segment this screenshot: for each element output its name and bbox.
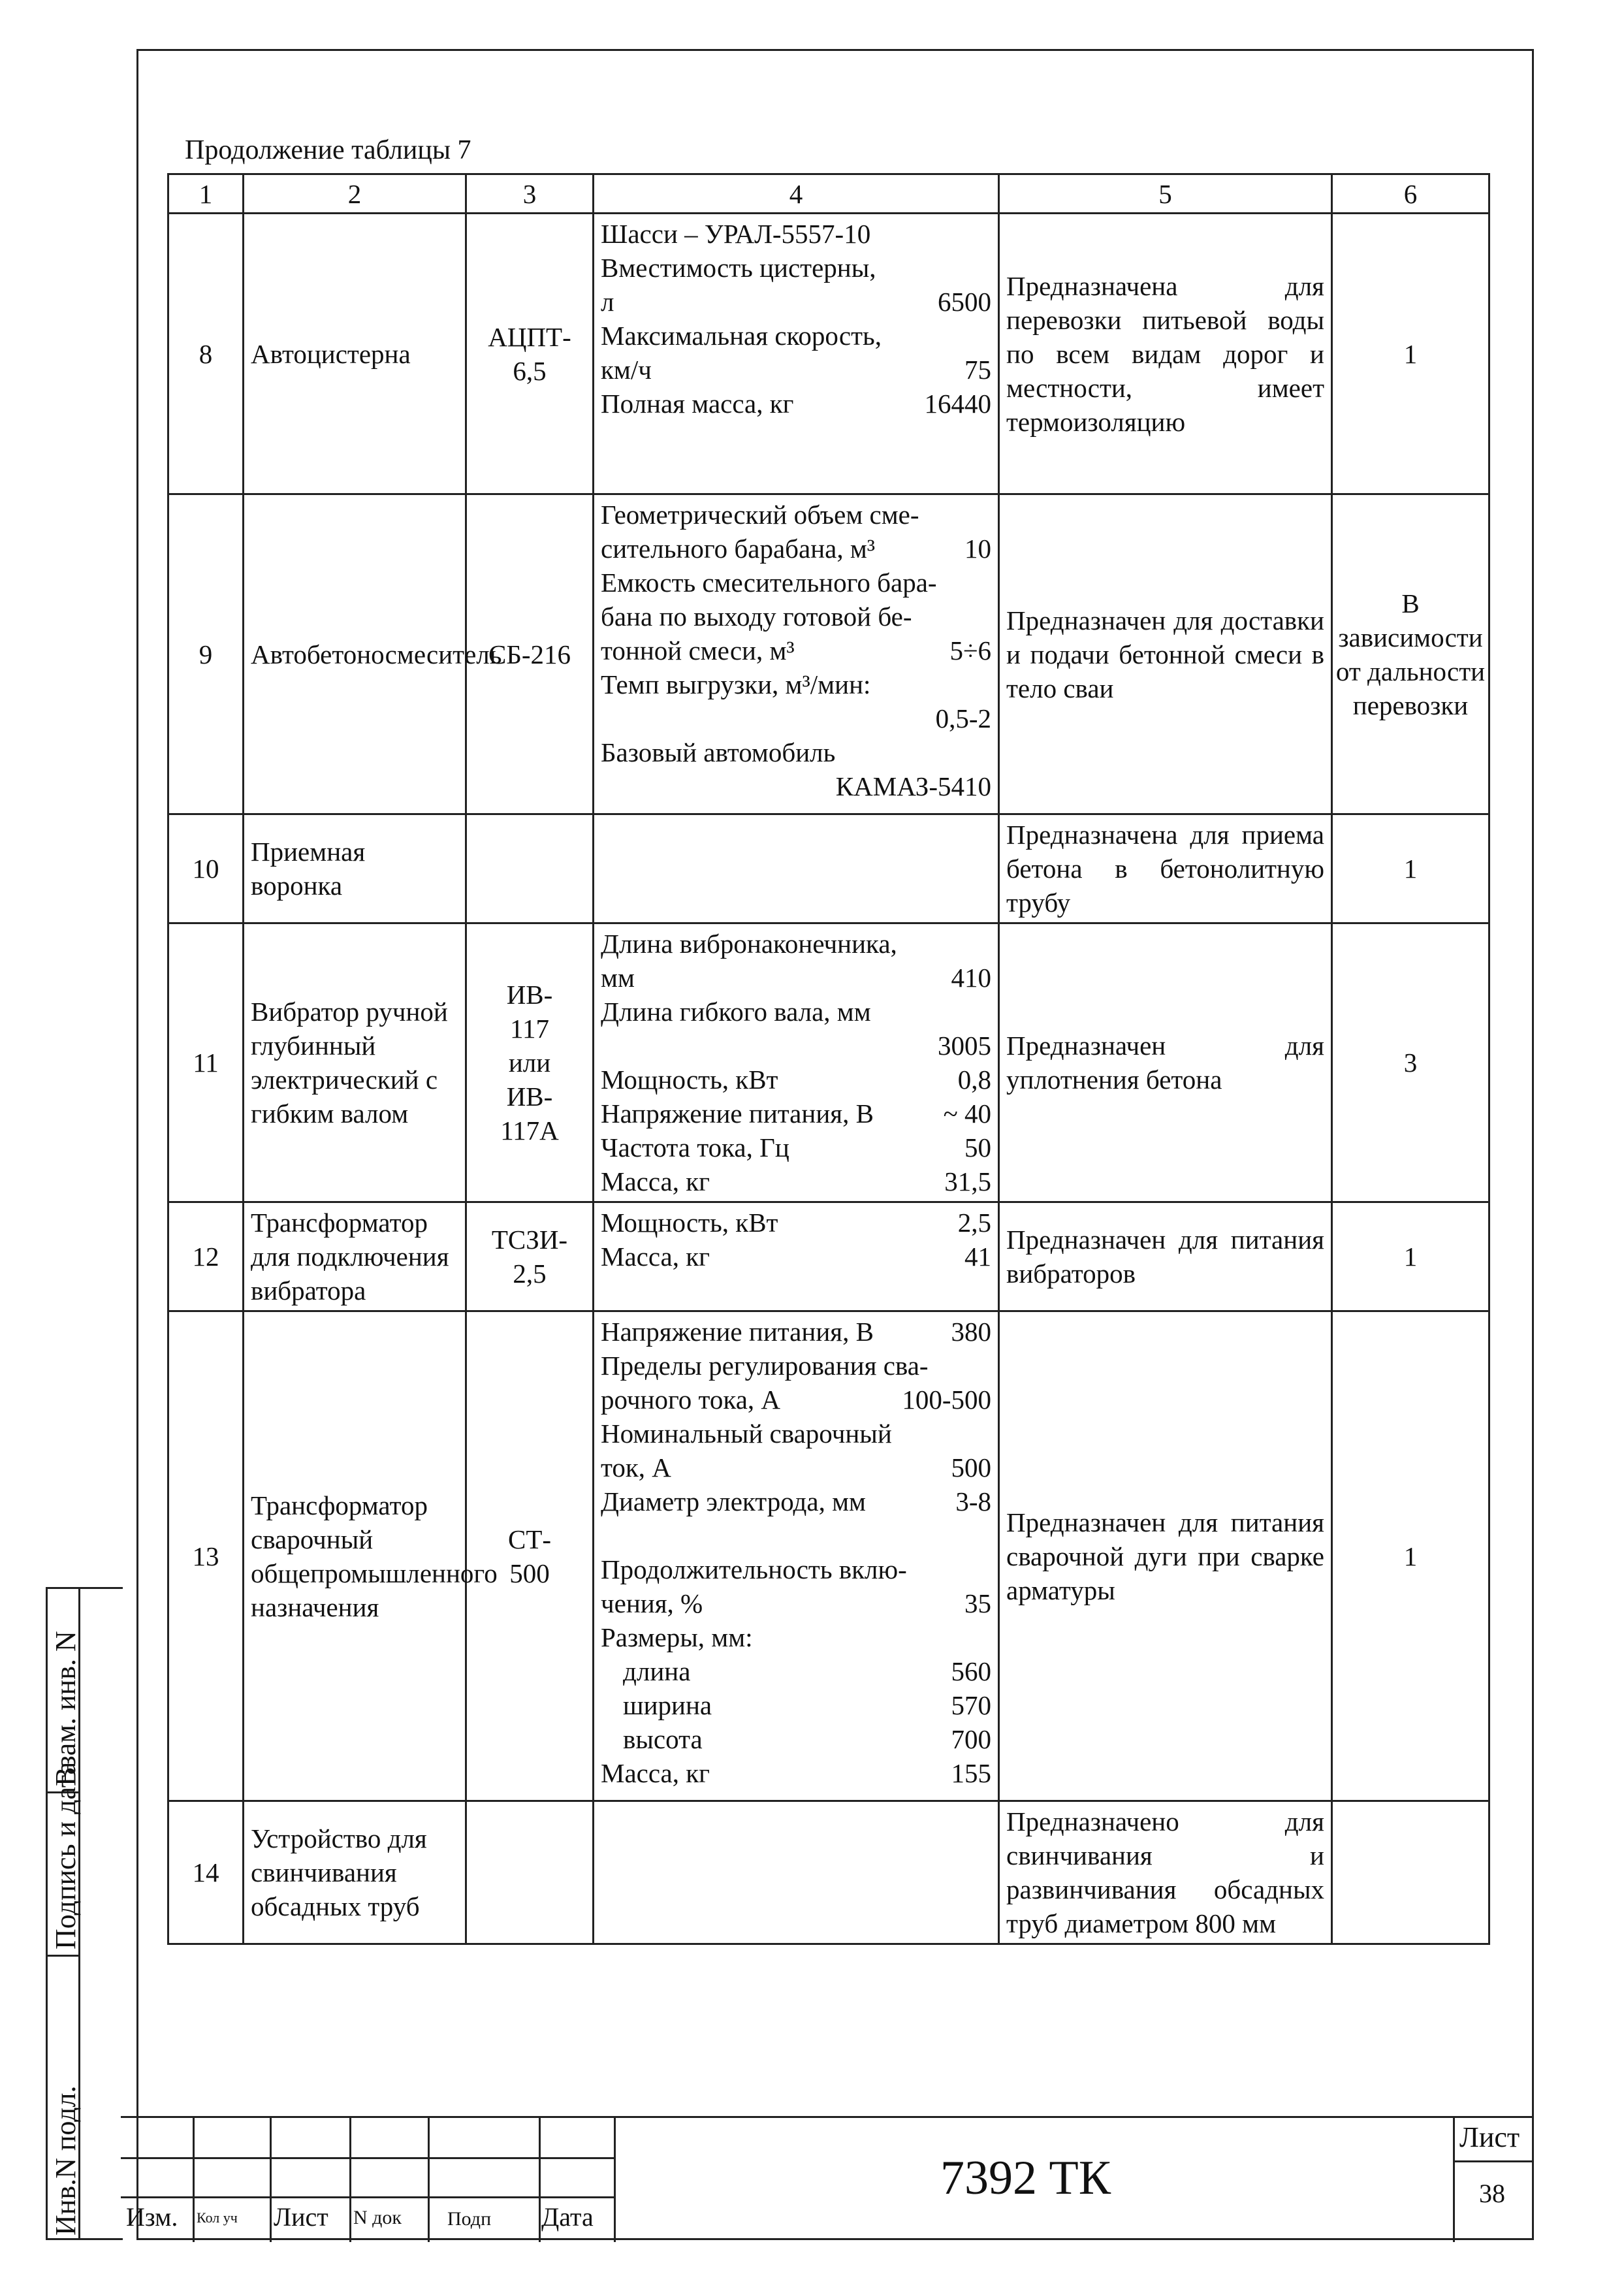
spec-value: 50 bbox=[964, 1132, 991, 1163]
spec-label: Полная масса, кг bbox=[601, 389, 794, 419]
mark-line: СТ- bbox=[507, 1524, 552, 1554]
technical-specs bbox=[594, 923, 999, 1202]
spec-line bbox=[601, 498, 991, 532]
table-header-row bbox=[168, 174, 1489, 214]
spec-line bbox=[601, 1349, 991, 1383]
spec-label: Длина гибкого вала, мм bbox=[601, 997, 871, 1027]
equipment-purpose: Предназначен для питания сварочной дуги при сварке арматуры bbox=[999, 1311, 1332, 1801]
spec-value: 560 bbox=[951, 1656, 991, 1686]
spec-line bbox=[601, 566, 991, 600]
spec-label: ширина bbox=[623, 1690, 712, 1720]
mark-line: 117А bbox=[500, 1115, 559, 1146]
spec-label: Максимальная скорость, bbox=[601, 321, 882, 351]
equipment-mark bbox=[466, 1311, 594, 1801]
spec-line bbox=[601, 995, 991, 1029]
header-cell: 3 bbox=[466, 174, 594, 214]
spec-value: 75 bbox=[964, 355, 991, 385]
equipment-purpose: Предназначен для питания вибраторов bbox=[999, 1202, 1332, 1311]
spec-label: Темп выгрузки, м³/мин: bbox=[601, 669, 871, 699]
spec-label: Продолжительность вклю- bbox=[601, 1554, 907, 1584]
spec-line bbox=[601, 319, 991, 353]
spec-label: Номинальный сварочный bbox=[601, 1419, 892, 1449]
row-number: 12 bbox=[168, 1202, 244, 1311]
mark-line: СБ-216 bbox=[488, 639, 571, 669]
spec-label: Мощность, кВт bbox=[601, 1208, 778, 1238]
spec-label: Длина вибронаконечника, bbox=[601, 929, 897, 959]
equipment-quantity: 1 bbox=[1332, 214, 1489, 494]
equipment-purpose: Предназначена для перевозки питьевой воды по всем видам дорог и местности, имеет термоизоляцию bbox=[999, 214, 1332, 494]
mark-line: 500 bbox=[509, 1558, 550, 1588]
header-cell: 4 bbox=[594, 174, 999, 214]
spec-label: Масса, кг bbox=[601, 1166, 710, 1196]
equipment-name: Устройство для свинчивания обсадных труб bbox=[244, 1801, 466, 1944]
spec-line bbox=[601, 1417, 991, 1451]
equipment-purpose: Предназначен для доставки и подачи бетонной смеси в тело сваи bbox=[999, 494, 1332, 814]
spec-value: 410 bbox=[951, 963, 991, 993]
spec-line bbox=[601, 532, 991, 566]
sheet-number: 38 bbox=[1479, 2179, 1505, 2208]
side-stamp bbox=[46, 1587, 123, 2240]
col-data: Дата bbox=[541, 2202, 594, 2232]
spec-value: 155 bbox=[951, 1758, 991, 1788]
spec-line bbox=[601, 1240, 991, 1274]
equipment-quantity: 1 bbox=[1332, 814, 1489, 923]
equipment-quantity: 1 bbox=[1332, 1202, 1489, 1311]
spec-label: тонной смеси, м³ bbox=[601, 635, 795, 665]
table-row bbox=[168, 1311, 1489, 1801]
spec-label: Диаметр электрода, мм bbox=[601, 1486, 866, 1516]
spec-line bbox=[601, 667, 991, 701]
spec-line bbox=[601, 1164, 991, 1198]
col-podp: Подп bbox=[447, 2208, 492, 2230]
equipment-quantity: В зависимости от дальности перевозки bbox=[1332, 494, 1489, 814]
equipment-purpose: Предназначен для уплотнения бетона bbox=[999, 923, 1332, 1202]
spec-line bbox=[601, 1315, 991, 1349]
spec-label: Напряжение питания, В bbox=[601, 1317, 874, 1347]
table-row bbox=[168, 1202, 1489, 1311]
header-cell: 2 bbox=[244, 174, 466, 214]
spec-label: Напряжение питания, В bbox=[601, 1098, 874, 1129]
spec-value: ~ 40 bbox=[943, 1098, 991, 1129]
technical-specs bbox=[594, 1801, 999, 1944]
spec-label: чения, % bbox=[601, 1588, 703, 1618]
spec-line bbox=[601, 600, 991, 633]
equipment-name: Автобетоносмеситель bbox=[244, 494, 466, 814]
equipment-purpose: Предназначено для свинчивания и развинчивания обсадных труб диаметром 800 мм bbox=[999, 1801, 1332, 1944]
podpis-data-label: Подпись и дата bbox=[50, 1761, 82, 1949]
spec-label: Масса, кг bbox=[601, 1242, 710, 1272]
equipment-name: Вибратор ручной глубинный электрический с гибким валом bbox=[244, 923, 466, 1202]
spec-value: 35 bbox=[964, 1588, 991, 1618]
spec-line bbox=[601, 1063, 991, 1097]
spec-value: 3005 bbox=[938, 1031, 991, 1061]
spec-label: Шасси – УРАЛ-5557-10 bbox=[601, 219, 871, 249]
mark-line: АЦПТ- bbox=[488, 321, 571, 352]
spec-label: длина bbox=[623, 1656, 691, 1686]
spec-value: 5÷6 bbox=[949, 635, 991, 665]
table-row bbox=[168, 1801, 1489, 1944]
equipment-mark bbox=[466, 214, 594, 494]
spec-label: высота bbox=[623, 1724, 703, 1754]
table-row bbox=[168, 214, 1489, 494]
equipment-table bbox=[167, 173, 1490, 1945]
spec-label: Геометрический объем сме- bbox=[601, 500, 919, 530]
title-block bbox=[121, 2116, 1534, 2240]
spec-line bbox=[601, 1552, 991, 1586]
technical-specs bbox=[594, 494, 999, 814]
equipment-quantity bbox=[1332, 1801, 1489, 1944]
spec-label: рочного тока, А bbox=[601, 1385, 781, 1415]
equipment-name: Приемная воронка bbox=[244, 814, 466, 923]
spec-line bbox=[601, 735, 991, 769]
spec-line bbox=[601, 633, 991, 667]
sheet-label: Лист bbox=[1459, 2121, 1520, 2153]
table-row bbox=[168, 814, 1489, 923]
spec-line bbox=[601, 1029, 991, 1063]
technical-specs bbox=[594, 214, 999, 494]
spec-label: л bbox=[601, 287, 614, 317]
spec-label: км/ч bbox=[601, 355, 652, 385]
spec-value: 0,5-2 bbox=[935, 703, 991, 733]
spec-line bbox=[601, 1756, 991, 1790]
spec-value: 500 bbox=[951, 1452, 991, 1483]
spec-label: Базовый автомобиль bbox=[601, 737, 836, 767]
vzam-inv-label: Взам. инв. N bbox=[50, 1631, 82, 1786]
spec-value: 100-500 bbox=[902, 1385, 991, 1415]
spec-value: 0,8 bbox=[957, 1065, 991, 1095]
row-number: 11 bbox=[168, 923, 244, 1202]
col-list: Лист bbox=[274, 2202, 328, 2232]
equipment-name: Автоцистерна bbox=[244, 214, 466, 494]
equipment-mark bbox=[466, 1202, 594, 1311]
spec-line bbox=[601, 1586, 991, 1620]
spec-label: Масса, кг bbox=[601, 1758, 710, 1788]
equipment-mark bbox=[466, 923, 594, 1202]
spec-line bbox=[601, 1206, 991, 1240]
mark-line: или bbox=[508, 1048, 551, 1078]
spec-value: КАМАЗ-5410 bbox=[835, 771, 991, 801]
header-cell: 5 bbox=[999, 174, 1332, 214]
equipment-quantity: 1 bbox=[1332, 1311, 1489, 1801]
spec-value: 6500 bbox=[938, 287, 991, 317]
col-kol-uch: Кол уч bbox=[197, 2209, 238, 2226]
row-number: 9 bbox=[168, 494, 244, 814]
spec-label: Пределы регулирования сва- bbox=[601, 1351, 929, 1381]
technical-specs bbox=[594, 1202, 999, 1311]
spec-line bbox=[601, 769, 991, 803]
spec-label: Мощность, кВт bbox=[601, 1065, 778, 1095]
spec-line bbox=[601, 1722, 991, 1756]
equipment-name: Трансформатор сварочный общепромышленного назначения bbox=[244, 1311, 466, 1801]
spec-label: бана по выходу готовой бе- bbox=[601, 601, 912, 632]
mark-line: 2,5 bbox=[513, 1259, 547, 1289]
spec-line bbox=[601, 285, 991, 319]
spec-line bbox=[601, 251, 991, 285]
equipment-name: Трансформатор для подключения вибратора bbox=[244, 1202, 466, 1311]
document-code: 7392 ТК bbox=[940, 2151, 1111, 2205]
spec-label: Частота тока, Гц bbox=[601, 1132, 789, 1163]
spec-value: 31,5 bbox=[944, 1166, 991, 1196]
mark-line: ИВ- bbox=[506, 980, 553, 1010]
spec-value: 2,5 bbox=[957, 1208, 991, 1238]
mark-line: 117 bbox=[510, 1014, 549, 1044]
spec-line bbox=[601, 1620, 991, 1654]
row-number: 13 bbox=[168, 1311, 244, 1801]
row-number: 14 bbox=[168, 1801, 244, 1944]
spec-label: Размеры, мм: bbox=[601, 1622, 753, 1652]
spec-line bbox=[601, 387, 991, 421]
spec-value: 16440 bbox=[924, 389, 991, 419]
equipment-mark bbox=[466, 1801, 594, 1944]
spec-line bbox=[601, 1654, 991, 1688]
spec-line bbox=[601, 1518, 991, 1552]
spec-line bbox=[601, 1688, 991, 1722]
spec-label: сительного барабана, м³ bbox=[601, 534, 876, 564]
col-n-dok: N док bbox=[353, 2207, 402, 2228]
col-izm: Изм. bbox=[126, 2202, 178, 2232]
spec-line bbox=[601, 1484, 991, 1518]
inv-podl-label: Инв.N подл. bbox=[50, 2085, 82, 2236]
equipment-quantity: 3 bbox=[1332, 923, 1489, 1202]
spec-label: Вместимость цистерны, bbox=[601, 253, 876, 283]
table-row bbox=[168, 494, 1489, 814]
spec-line bbox=[601, 961, 991, 995]
spec-label: мм bbox=[601, 963, 635, 993]
mark-line: 6,5 bbox=[513, 355, 547, 386]
spec-line bbox=[601, 1383, 991, 1417]
spec-line bbox=[601, 701, 991, 735]
equipment-mark bbox=[466, 814, 594, 923]
spec-label: ток, А bbox=[601, 1452, 671, 1483]
spec-line bbox=[601, 927, 991, 961]
mark-line: ТСЗИ- bbox=[491, 1225, 568, 1255]
header-cell: 1 bbox=[168, 174, 244, 214]
table-caption: Продолжение таблицы 7 bbox=[185, 135, 471, 165]
spec-line bbox=[601, 353, 991, 387]
mark-line: ИВ- bbox=[506, 1082, 553, 1112]
spec-value: 380 bbox=[951, 1317, 991, 1347]
spec-line bbox=[601, 1097, 991, 1130]
spec-value: 700 bbox=[951, 1724, 991, 1754]
spec-line bbox=[601, 217, 991, 251]
spec-value: 570 bbox=[951, 1690, 991, 1720]
spec-value: 10 bbox=[964, 534, 991, 564]
table-row bbox=[168, 923, 1489, 1202]
technical-specs bbox=[594, 1311, 999, 1801]
spec-line bbox=[601, 1130, 991, 1164]
spec-value: 3-8 bbox=[955, 1486, 991, 1516]
equipment-purpose: Предназначена для приема бетона в бетонолитную трубу bbox=[999, 814, 1332, 923]
spec-line bbox=[601, 1451, 991, 1484]
row-number: 8 bbox=[168, 214, 244, 494]
spec-value: 41 bbox=[964, 1242, 991, 1272]
row-number: 10 bbox=[168, 814, 244, 923]
spec-label: Емкость смесительного бара- bbox=[601, 568, 937, 598]
header-cell: 6 bbox=[1332, 174, 1489, 214]
technical-specs bbox=[594, 814, 999, 923]
